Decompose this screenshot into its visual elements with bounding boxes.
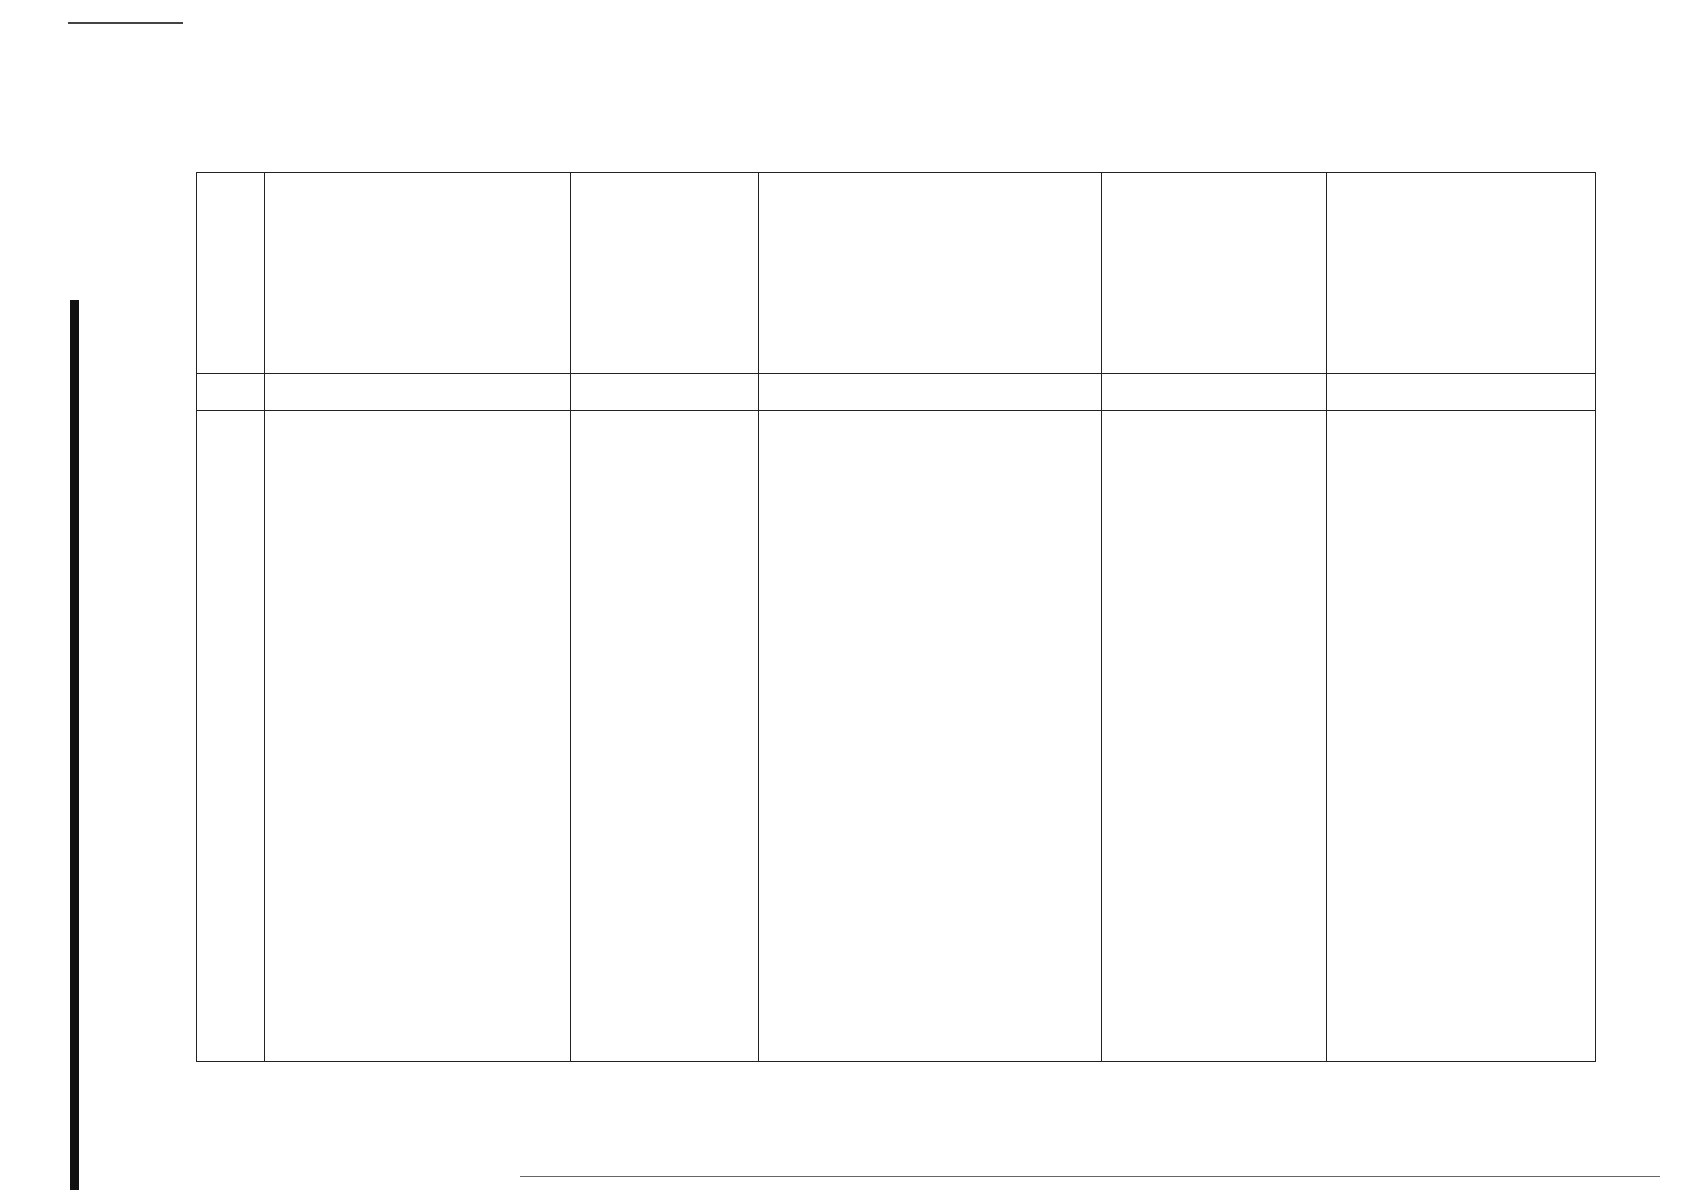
column-number-4 — [758, 374, 1101, 411]
column-number-2 — [264, 374, 570, 411]
legal-acts-cell — [758, 411, 1101, 1062]
scan-edge-shadow — [70, 300, 79, 1190]
header-cell-1 — [197, 173, 265, 374]
row-number-cell — [197, 411, 265, 1062]
header-cell-6 — [1327, 173, 1596, 374]
table-row — [197, 411, 1596, 1062]
services-table — [196, 172, 1596, 1062]
column-number-1 — [197, 374, 265, 411]
header-cell-3 — [570, 173, 758, 374]
column-number-3 — [570, 374, 758, 411]
column-numbering-row — [197, 374, 1596, 411]
header-cell-2 — [264, 173, 570, 374]
service-identifier-cell — [570, 411, 758, 1062]
column-number-6 — [1327, 374, 1596, 411]
executive-body-cell — [1101, 411, 1326, 1062]
scan-artifact-line-bottom — [520, 1176, 1660, 1177]
payment-category-cell — [1327, 411, 1596, 1062]
scan-artifact-line — [68, 22, 183, 24]
service-name-cell — [264, 411, 570, 1062]
column-number-5 — [1101, 374, 1326, 411]
header-cell-4 — [758, 173, 1101, 374]
header-cell-5 — [1101, 173, 1326, 374]
header-row — [197, 173, 1596, 374]
